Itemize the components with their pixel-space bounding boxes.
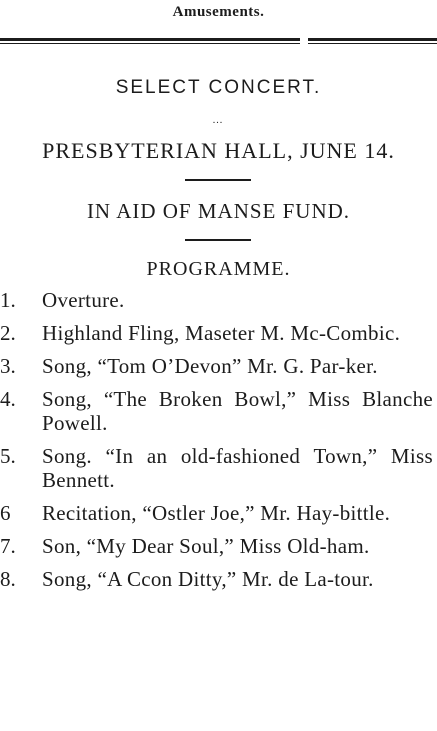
short-rule bbox=[185, 239, 251, 241]
programme-item bbox=[0, 534, 437, 567]
item-text: Son, “My Dear Soul,” Miss Old-ham. bbox=[42, 534, 370, 558]
item-number: 1. bbox=[0, 288, 16, 312]
programme-item bbox=[0, 567, 437, 600]
item-text: Recitation, “Ostler Joe,” Mr. Hay-bittle. bbox=[42, 501, 391, 525]
item-number: 2. bbox=[0, 321, 16, 345]
programme-item bbox=[0, 387, 437, 444]
item-text: Song, “The Broken Bowl,” Miss Blanche Powell. bbox=[42, 387, 433, 435]
programme-item bbox=[0, 501, 437, 534]
item-number: 8. bbox=[0, 567, 16, 591]
item-text: Overture. bbox=[42, 288, 125, 312]
concert-title: SELECT CONCERT. bbox=[115, 77, 322, 98]
item-number: 4. bbox=[0, 387, 16, 411]
item-text: Highland Fling, Maseter M. Mc-Combic. bbox=[42, 321, 401, 345]
programme-item bbox=[0, 444, 437, 501]
item-text: Song, “A Ccon Ditty,” Mr. de La-tour. bbox=[42, 567, 374, 591]
item-number: 3. bbox=[0, 354, 16, 378]
programme-item bbox=[0, 288, 437, 321]
item-text: Song, “Tom O’Devon” Mr. G. Par-ker. bbox=[42, 354, 378, 378]
fund-purpose: IN AID OF MANSE FUND. bbox=[86, 199, 351, 223]
item-number: 5. bbox=[0, 444, 16, 468]
programme-list bbox=[0, 288, 437, 600]
venue-date: PRESBYTERIAN HALL, JUNE 14. bbox=[42, 138, 395, 163]
header-rule-left bbox=[0, 38, 300, 44]
header-rule-right bbox=[308, 38, 437, 44]
item-number: 7. bbox=[0, 534, 16, 558]
programme-item bbox=[0, 354, 437, 387]
dot-separator: ... bbox=[212, 115, 224, 126]
programme-item bbox=[0, 321, 437, 354]
short-rule bbox=[185, 179, 251, 181]
programme-heading: PROGRAMME. bbox=[146, 258, 291, 280]
item-text: Song. “In an old-fashioned Town,” Miss Bennett. bbox=[42, 444, 433, 492]
item-number: 6 bbox=[0, 501, 11, 525]
column-heading: Amusements. bbox=[172, 4, 265, 20]
